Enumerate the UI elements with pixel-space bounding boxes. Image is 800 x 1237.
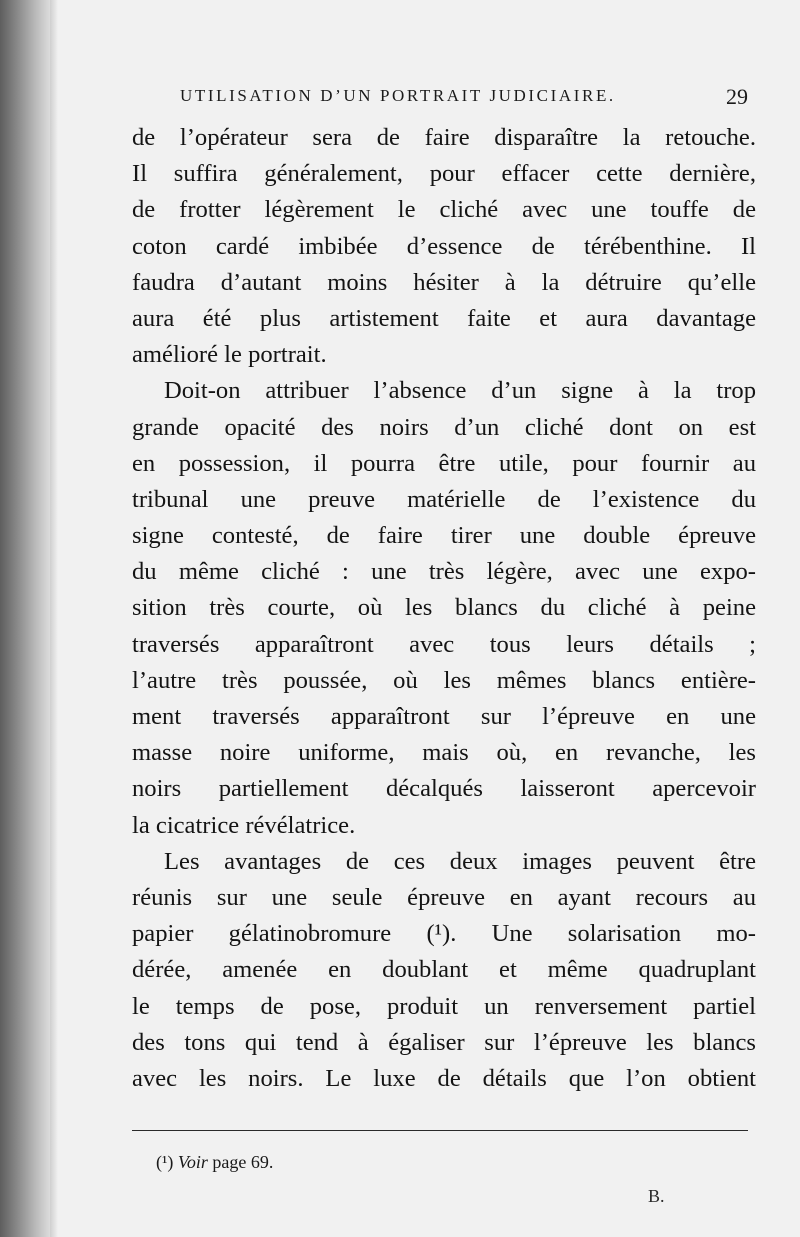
text-line: des tons qui tend à égaliser sur l’épreuve les blancs [132,1028,756,1056]
text-line: avec les noirs. Le luxe de détails que l’on obtient [132,1064,756,1092]
text-line: tribunal une preuve matérielle de l’existence du [132,485,756,513]
signature-mark: B. [648,1186,665,1206]
text-line: en possession, il pourra être utile, pour fournir au [132,449,756,477]
text-line: Les avantages de ces deux images peuvent être [164,847,756,875]
text-line: coton cardé imbibée d’essence de térébenthine. Il [132,232,756,260]
footnote-rule [132,1130,748,1131]
text-line: Il suffira généralement, pour effacer cette dernière, [132,160,756,188]
text-line: réunis sur une seule épreuve en ayant recours au [132,883,756,911]
running-head: UTILISATION D’UN PORTRAIT JUDICIAIRE. [180,86,616,105]
text-line: dérée, amenée en doublant et même quadruplant [132,956,756,984]
body-text [132,120,756,1097]
spine-edge-gradient [50,0,58,1237]
text-line: Doit-on attribuer l’absence d’un signe à la trop [164,377,756,405]
text-line: ment traversés apparaîtront sur l’épreuve en une [132,703,756,730]
text-line: faudra d’autant moins hésiter à la détruire qu’elle [132,268,756,296]
text-line: amélioré le portrait. [132,341,327,369]
footnote [156,1152,273,1173]
text-line: le temps de pose, produit un renversement partiel [132,992,756,1020]
text-line: papier gélatinobromure (¹). Une solarisation mo- [132,920,756,948]
text-line: sition très courte, où les blancs du cliché à peine [132,594,756,622]
text-line: signe contesté, de faire tirer une double épreuve [132,522,756,550]
text-line: masse noire uniforme, mais où, en revanche, les [132,739,756,767]
text-line: de frotter légèrement le cliché avec une touffe de [132,196,756,224]
text-line: aura été plus artistement faite et aura davantage [132,304,756,332]
book-spine-shadow [0,0,50,1237]
text-line: traversés apparaîtront avec tous leurs détails ; [132,630,756,658]
footnote-marker: (¹) [156,1152,174,1172]
text-line: la cicatrice révélatrice. [132,811,356,839]
page-number: 29 [726,84,748,109]
text-line: grande opacité des noirs d’un cliché dont on est [132,413,756,441]
footnote-ref-word: Voir [177,1152,208,1172]
text-line: l’autre très poussée, où les mêmes blancs entière- [132,666,756,694]
footnote-text: page 69. [212,1152,274,1172]
text-line: du même cliché : une très légère, avec une expo- [132,558,756,586]
text-line: noirs partiellement décalqués laisseront apercevoir [132,775,756,803]
text-line: de l’opérateur sera de faire disparaître la retouche. [132,124,756,151]
